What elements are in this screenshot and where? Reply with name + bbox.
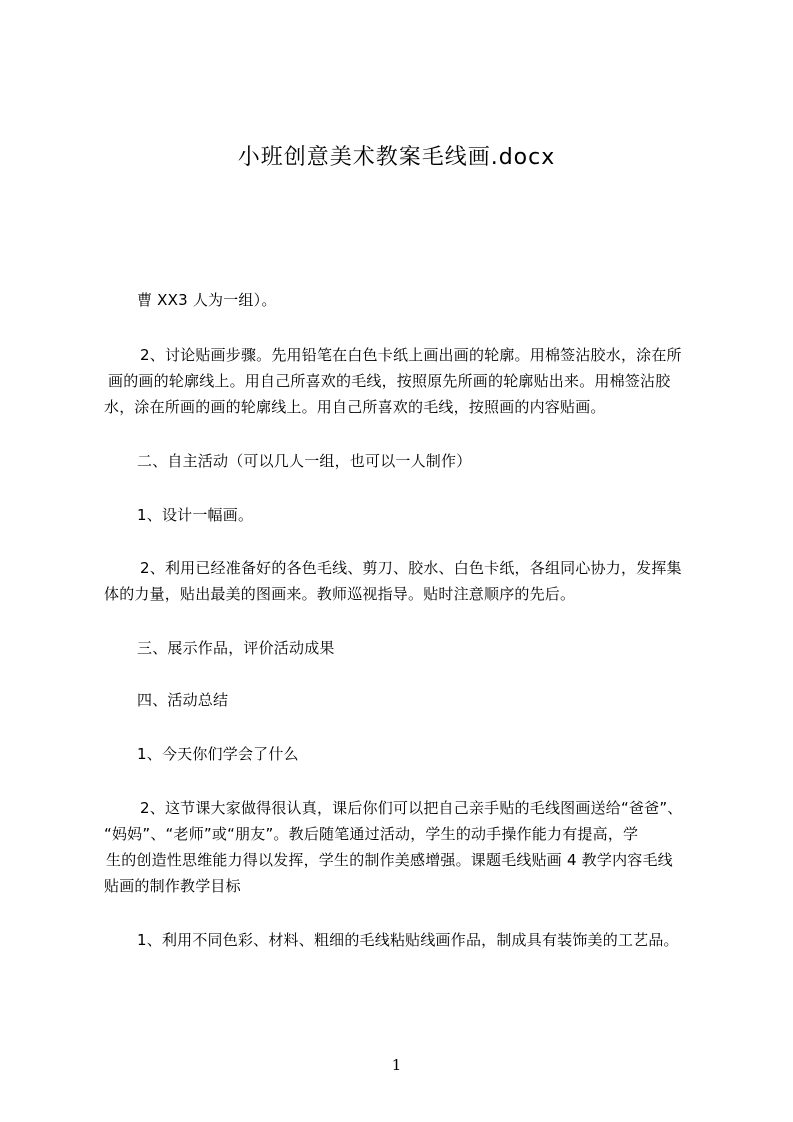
section-heading: 三、展示作品，评价活动成果: [137, 639, 335, 657]
text-line: 2、利用已经准备好的各色毛线、剪刀、胶水、白色卡纸，各组同心协力，发挥集: [140, 559, 682, 577]
text-line: 水，涂在所画的画的轮廓线上。用自己所喜欢的毛线，按照画的内容贴画。: [104, 398, 606, 416]
section-heading: 四、活动总结: [137, 691, 229, 709]
document-title: 小班创意美术教案毛线画.docx: [237, 145, 556, 170]
text-line: 体的力量，贴出最美的图画来。教师巡视指导。贴时注意顺序的先后。: [104, 585, 576, 603]
page-number: 1: [391, 1056, 402, 1074]
text-line: 2、讨论贴画步骤。先用铅笔在白色卡纸上画出画的轮廓。用棉签沾胶水，涂在所: [140, 346, 682, 364]
text-line: 贴画的制作教学目标: [104, 877, 241, 895]
text-line: 2、这节课大家做得很认真，课后你们可以把自己亲手贴的毛线图画送给“爸爸”、: [140, 799, 683, 817]
text-line: 画的画的轮廓线上。用自己所喜欢的毛线，按照原先所画的轮廓贴出来。用棉签沾胶: [108, 372, 671, 390]
text-line: 生的创造性思维能力得以发挥，学生的制作美感增强。课题毛线贴画 4 教学内容毛线: [106, 851, 673, 869]
text-line: “妈妈”、“老师”或“朋友”。教后随笔通过活动，学生的动手操作能力有提高，学: [104, 825, 639, 843]
text-line: 曹 XX3 人为一组）。: [137, 291, 277, 309]
section-heading: 二、自主活动（可以几人一组，也可以一人制作）: [137, 452, 472, 470]
text-line: 1、设计一幅画。: [137, 506, 254, 524]
text-line: 1、利用不同色彩、材料、粗细的毛线粘贴线画作品，制成具有装饰美的工艺品。: [137, 931, 679, 949]
text-line: 1、今天你们学会了什么: [137, 745, 299, 763]
